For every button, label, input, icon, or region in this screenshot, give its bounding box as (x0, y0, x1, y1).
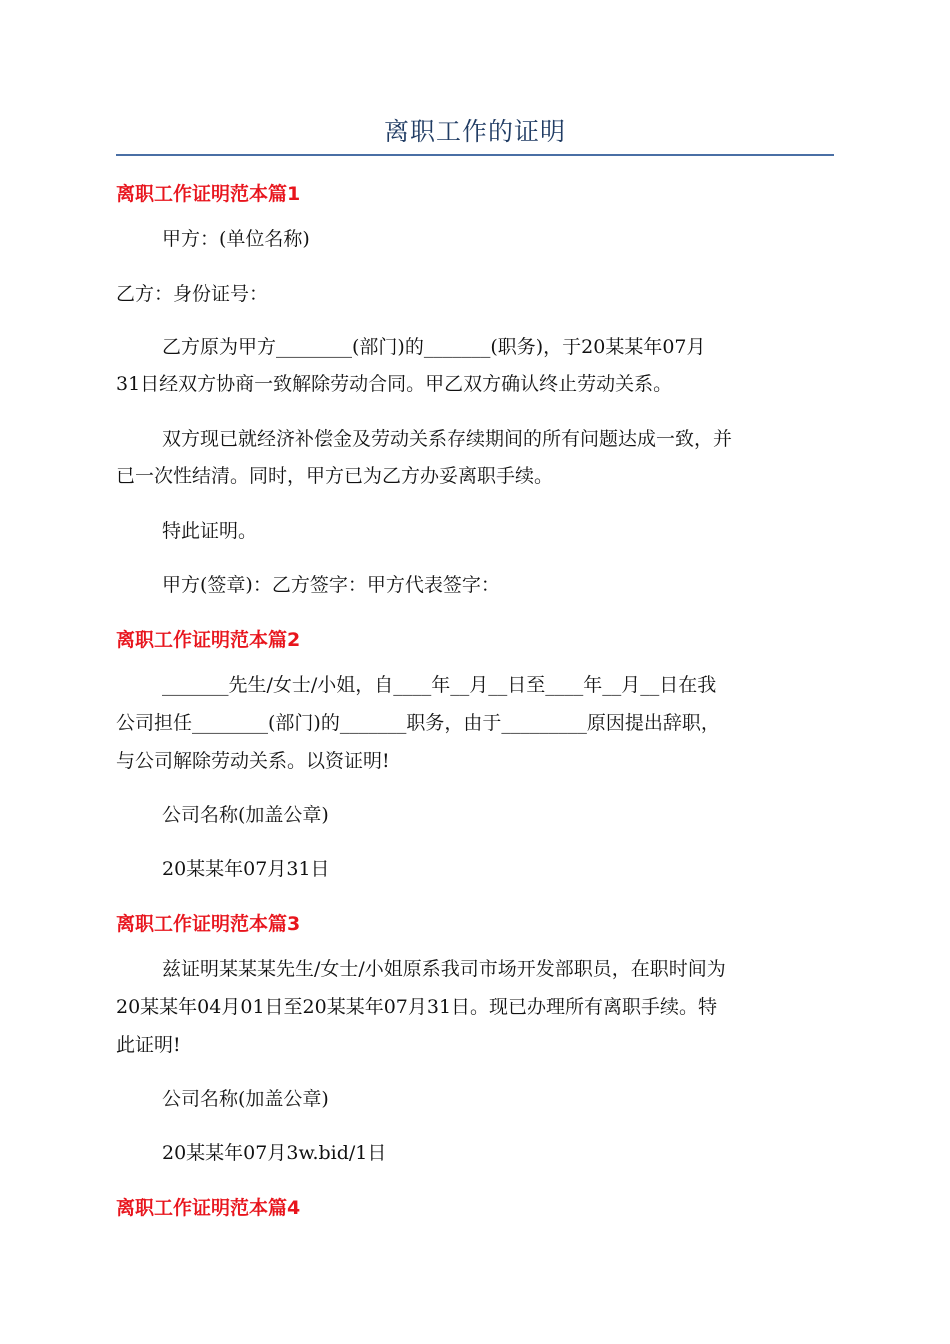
party-b-line: 乙方：身份证号： (116, 283, 269, 305)
paragraph-line: 20某某年04月01日至20某某年07月31日。现已办理所有离职手续。特 (116, 996, 718, 1018)
signature-line: 甲方(签章)：乙方签字：甲方代表签字： (162, 574, 500, 596)
section-heading-3: 离职工作证明范本篇3 (116, 913, 301, 935)
date-line: 20某某年07月3w.bid/1日 (162, 1142, 387, 1164)
company-name-line: 公司名称(加盖公章) (162, 1088, 329, 1110)
paragraph-line: 公司担任________(部门)的_______职务，由于_________原因提出辞职， (116, 712, 720, 734)
paragraph-line: 兹证明某某某先生/女士/小姐原系我司市场开发部职员，在职时间为 (162, 958, 726, 980)
party-a-line: 甲方：(单位名称) (162, 228, 310, 250)
company-name-line: 公司名称(加盖公章) (162, 804, 329, 826)
paragraph-line: 与公司解除劳动关系。以资证明! (116, 750, 390, 772)
paragraph-line: 31日经双方协商一致解除劳动合同。甲乙双方确认终止劳动关系。 (116, 373, 673, 395)
title-underline (116, 154, 834, 156)
page-title: 离职工作的证明 (383, 117, 566, 146)
paragraph-line: 特此证明。 (162, 520, 258, 542)
date-line: 20某某年07月31日 (162, 858, 330, 880)
section-heading-2: 离职工作证明范本篇2 (116, 629, 301, 651)
paragraph-line: 双方现已就经济补偿金及劳动关系存续期间的所有问题达成一致，并 (162, 428, 733, 450)
paragraph-line: 已一次性结清。同时，甲方已为乙方办妥离职手续。 (116, 465, 554, 487)
section-heading-4: 离职工作证明范本篇4 (116, 1197, 301, 1219)
paragraph-line: 此证明! (116, 1034, 181, 1056)
section-heading-1: 离职工作证明范本篇1 (116, 183, 301, 205)
paragraph-line: 乙方原为甲方________(部门)的_______(职务)，于20某某年07月 (162, 336, 706, 358)
paragraph-line: _______先生/女士/小姐，自____年__月__日至____年__月__日在我 (162, 674, 717, 696)
